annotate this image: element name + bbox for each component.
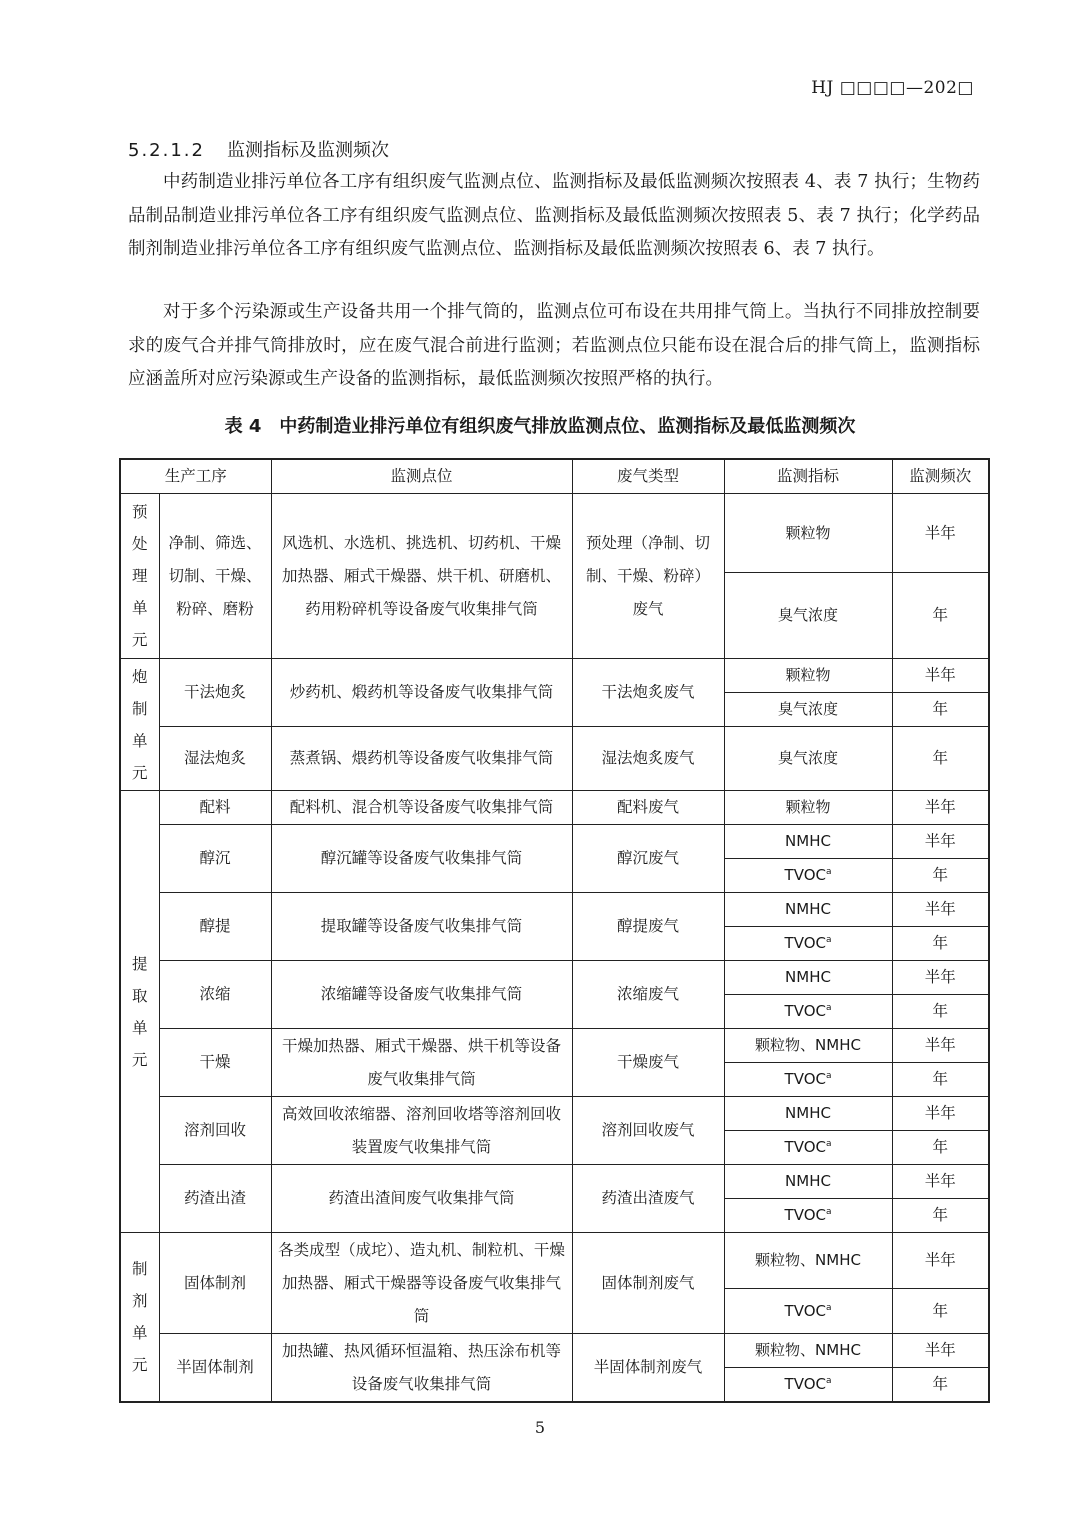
process-cell: 醇沉 [159, 825, 271, 893]
gas-cell: 醇沉废气 [572, 825, 724, 893]
table-row [120, 961, 989, 995]
gas-cell: 醇提废气 [572, 893, 724, 961]
point-cell: 提取罐等设备废气收集排气筒 [271, 893, 572, 961]
process-cell: 配料 [159, 791, 271, 825]
process-cell: 湿法炮炙 [159, 727, 271, 791]
table-row [120, 1334, 989, 1368]
table-row [120, 1233, 989, 1289]
frequency-cell: 半年 [892, 1233, 989, 1289]
gas-cell: 固体制剂废气 [572, 1233, 724, 1334]
frequency-cell: 半年 [892, 1097, 989, 1131]
indicator-cell: NMHC [724, 825, 892, 859]
table-row [120, 1165, 989, 1199]
unit-cell-prep: 制剂单元 [120, 1233, 159, 1403]
section-heading [128, 136, 389, 162]
header-point: 监测点位 [271, 459, 572, 494]
indicator-cell: 颗粒物、NMHC [724, 1029, 892, 1063]
point-cell: 各类成型（成坨）、造丸机、制粒机、干燥加热器、厢式干燥器等设备废气收集排气筒 [271, 1233, 572, 1334]
indicator-cell: 臭气浓度 [724, 573, 892, 659]
point-cell: 加热罐、热风循环恒温箱、热压涂布机等设备废气收集排气筒 [271, 1334, 572, 1403]
gas-cell: 药渣出渣废气 [572, 1165, 724, 1233]
frequency-cell: 年 [892, 727, 989, 791]
indicator-cell: NMHC [724, 893, 892, 927]
gas-cell: 半固体制剂废气 [572, 1334, 724, 1403]
paragraph-2: 对于多个污染源或生产设备共用一个排气筒的，监测点位可布设在共用排气筒上。当执行不同排放控制要求的废气合并排气筒排放时，应在废气混合前进行监测；若监测点位只能布设在混合后的排气筒上，监测指标应涵盖所对应污染源或生产设备的监测指标，最低监测频次按照严格的执行。 [128, 302, 980, 389]
indicator-cell: NMHC [724, 961, 892, 995]
frequency-cell: 半年 [892, 893, 989, 927]
table-row [120, 825, 989, 859]
process-cell: 固体制剂 [159, 1233, 271, 1334]
point-cell: 高效回收浓缩器、溶剂回收塔等溶剂回收装置废气收集排气筒 [271, 1097, 572, 1165]
gas-cell: 浓缩废气 [572, 961, 724, 1029]
frequency-cell: 半年 [892, 1334, 989, 1368]
header-indicator: 监测指标 [724, 459, 892, 494]
table-row [120, 727, 989, 791]
table-row [120, 1097, 989, 1131]
indicator-cell: TVOC$^a$ [724, 859, 892, 893]
indicator-cell: 臭气浓度 [724, 693, 892, 727]
gas-cell: 干燥废气 [572, 1029, 724, 1097]
footnote-mark: a [825, 1376, 832, 1386]
header-gas: 废气类型 [572, 459, 724, 494]
table-row [120, 893, 989, 927]
indicator-cell: TVOC$^a$ [724, 1063, 892, 1097]
process-cell: 浓缩 [159, 961, 271, 1029]
process-cell: 溶剂回收 [159, 1097, 271, 1165]
frequency-cell: 半年 [892, 1029, 989, 1063]
indicator-cell: TVOC$^a$ [724, 1368, 892, 1403]
indicator-cell: TVOC$^a$ [724, 1289, 892, 1334]
table-header-row [120, 459, 989, 494]
indicator-cell: NMHC [724, 1165, 892, 1199]
table-caption: 表 4 中药制造业排污单位有组织废气排放监测点位、监测指标及最低监测频次 [224, 416, 856, 437]
table-row [120, 659, 989, 693]
page-number: 5 [534, 1418, 546, 1437]
indicator-cell: 颗粒物、NMHC [724, 1233, 892, 1289]
frequency-cell: 年 [892, 1199, 989, 1233]
process-cell: 醇提 [159, 893, 271, 961]
gas-cell: 配料废气 [572, 791, 724, 825]
footnote-mark: a [825, 1207, 832, 1217]
frequency-cell: 半年 [892, 659, 989, 693]
footnote-mark: a [825, 935, 832, 945]
standard-code: HJ □□□□—202□ [811, 78, 974, 98]
frequency-cell: 半年 [892, 494, 989, 573]
unit-cell-ext: 提取单元 [120, 791, 159, 1233]
frequency-cell: 半年 [892, 1165, 989, 1199]
indicator-cell: 颗粒物 [724, 494, 892, 573]
frequency-cell: 年 [892, 1131, 989, 1165]
process-cell: 半固体制剂 [159, 1334, 271, 1403]
frequency-cell: 年 [892, 693, 989, 727]
frequency-cell: 半年 [892, 961, 989, 995]
process-cell: 净制、筛选、切制、干燥、粉碎、磨粉 [159, 494, 271, 659]
point-cell: 干燥加热器、厢式干燥器、烘干机等设备废气收集排气筒 [271, 1029, 572, 1097]
footnote-mark: a [825, 1302, 832, 1313]
footnote-mark: a [825, 1003, 832, 1013]
process-cell: 干法炮炙 [159, 659, 271, 727]
table-row [120, 494, 989, 573]
monitoring-table [119, 458, 990, 1403]
gas-cell: 干法炮炙废气 [572, 659, 724, 727]
point-cell: 配料机、混合机等设备废气收集排气筒 [271, 791, 572, 825]
point-cell: 蒸煮锅、煨药机等设备废气收集排气筒 [271, 727, 572, 791]
indicator-cell: NMHC [724, 1097, 892, 1131]
frequency-cell: 年 [892, 573, 989, 659]
footnote-mark: a [825, 867, 832, 877]
point-cell: 醇沉罐等设备废气收集排气筒 [271, 825, 572, 893]
paragraph-1: 中药制造业排污单位各工序有组织废气监测点位、监测指标及最低监测频次按照表 4、表 7 执行；生物药品制品制造业排污单位各工序有组织废气监测点位、监测指标及最低监测频次按照表 5、表 7 执行；化学药品制剂制造业排污单位各工序有组织废气监测点位、监测指标及最低监测频次按照表 6、表 7 执行。 [128, 172, 980, 259]
process-cell: 干燥 [159, 1029, 271, 1097]
indicator-cell: TVOC$^a$ [724, 995, 892, 1029]
frequency-cell: 年 [892, 859, 989, 893]
gas-cell: 湿法炮炙废气 [572, 727, 724, 791]
header-frequency: 监测频次 [892, 459, 989, 494]
header-process: 生产工序 [120, 459, 271, 494]
indicator-cell: 臭气浓度 [724, 727, 892, 791]
section-title-text: 监测指标及监测频次 [226, 140, 389, 161]
indicator-cell: 颗粒物 [724, 791, 892, 825]
gas-cell: 溶剂回收废气 [572, 1097, 724, 1165]
section-number: 5.2.1.2 [128, 140, 205, 161]
point-cell: 药渣出渣间废气收集排气筒 [271, 1165, 572, 1233]
indicator-cell: 颗粒物、NMHC [724, 1334, 892, 1368]
table-row [120, 1029, 989, 1063]
indicator-cell: TVOC$^a$ [724, 1199, 892, 1233]
point-cell: 炒药机、煅药机等设备废气收集排气筒 [271, 659, 572, 727]
unit-cell-pre: 预处理单元 [120, 494, 159, 659]
indicator-cell: TVOC$^a$ [724, 1131, 892, 1165]
unit-cell-pao: 炮制单元 [120, 659, 159, 791]
gas-cell: 预处理（净制、切制、干燥、粉碎）废气 [572, 494, 724, 659]
frequency-cell: 年 [892, 1289, 989, 1334]
frequency-cell: 年 [892, 1368, 989, 1403]
process-cell: 药渣出渣 [159, 1165, 271, 1233]
table-row [120, 791, 989, 825]
frequency-cell: 年 [892, 927, 989, 961]
frequency-cell: 半年 [892, 825, 989, 859]
indicator-cell: 颗粒物 [724, 659, 892, 693]
footnote-mark: a [825, 1071, 832, 1081]
frequency-cell: 半年 [892, 791, 989, 825]
frequency-cell: 年 [892, 1063, 989, 1097]
point-cell: 浓缩罐等设备废气收集排气筒 [271, 961, 572, 1029]
footnote-mark: a [825, 1139, 832, 1149]
indicator-cell: TVOC$^a$ [724, 927, 892, 961]
frequency-cell: 年 [892, 995, 989, 1029]
point-cell: 风选机、水选机、挑选机、切药机、干燥加热器、厢式干燥器、烘干机、研磨机、药用粉碎机等设备废气收集排气筒 [271, 494, 572, 659]
